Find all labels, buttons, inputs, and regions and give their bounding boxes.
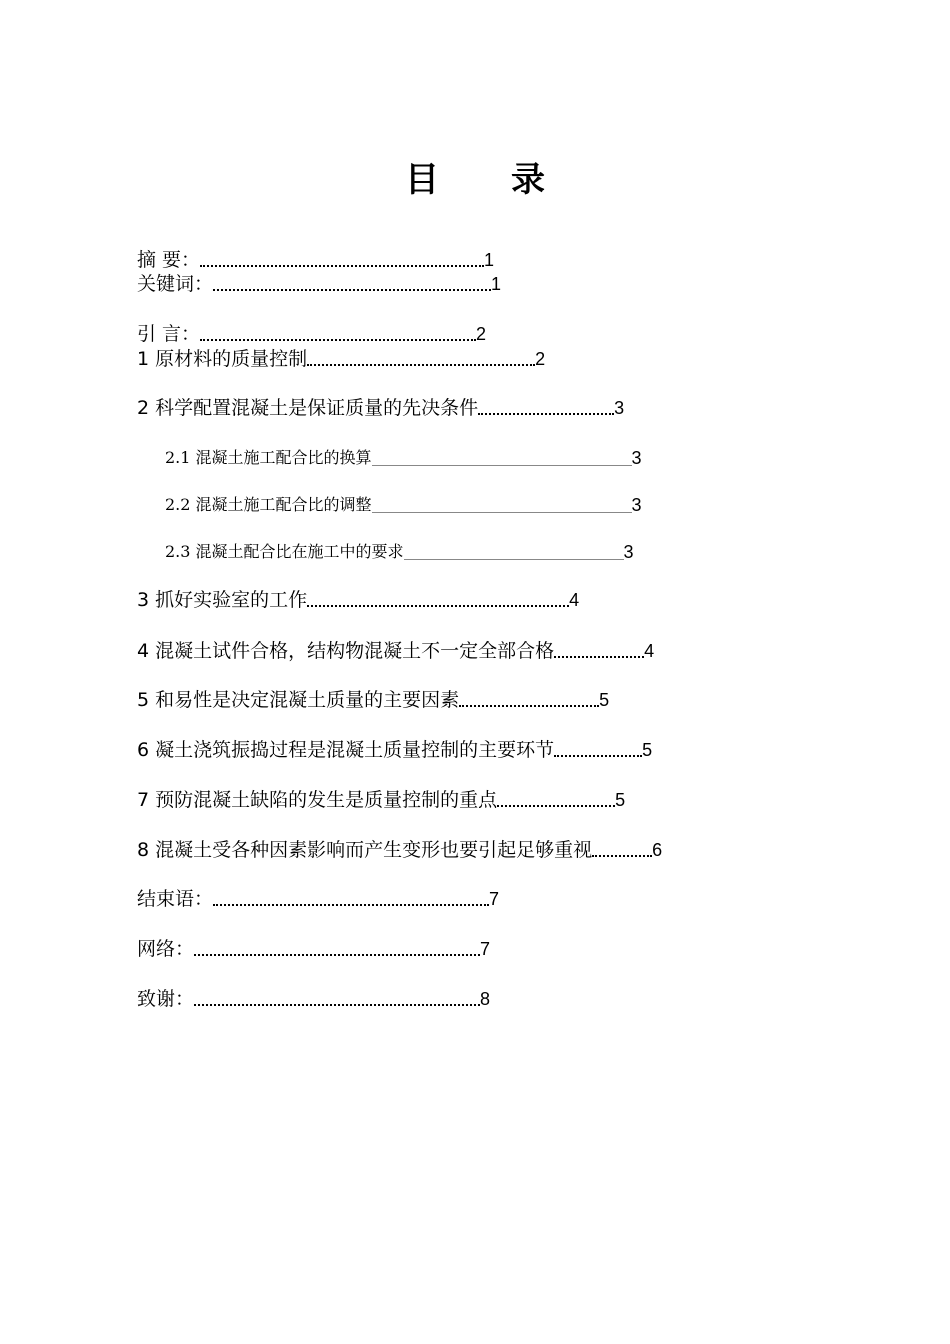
toc-page-number: 5	[642, 740, 653, 760]
toc-title-char-1: 目	[405, 160, 439, 200]
toc-leader	[200, 339, 476, 341]
toc-entry-label: 6 凝土浇筑振捣过程是混凝土质量控制的主要环节	[137, 739, 555, 761]
toc-page-number: 5	[599, 690, 610, 710]
toc-page-number: 6	[652, 840, 663, 860]
toc-leader	[194, 954, 480, 956]
toc-page-number: 5	[615, 790, 626, 810]
toc-entry-network[interactable]	[137, 937, 490, 961]
toc-entry-label: 2.3 混凝土配合比在施工中的要求	[165, 542, 404, 561]
toc-entry-8[interactable]	[137, 838, 662, 862]
toc-page-number: 4	[569, 590, 580, 610]
toc-entry-label: 2 科学配置混凝土是保证质量的先决条件	[137, 397, 479, 419]
toc-entry-label: 4 混凝土试件合格，结构物混凝土不一定全部合格	[137, 640, 555, 662]
toc-entry-intro[interactable]	[137, 322, 486, 346]
toc-entry-label: 关键词：	[137, 273, 214, 295]
toc-entry-label: 摘 要：	[137, 249, 201, 271]
toc-entry-label: 网络：	[137, 938, 195, 960]
toc-entry-abstract[interactable]	[137, 248, 494, 272]
toc-page-number: 3	[631, 448, 642, 468]
toc-leader	[554, 755, 642, 757]
toc-entry-5[interactable]	[137, 688, 609, 712]
toc-page-number: 8	[480, 989, 491, 1009]
toc-entry-3[interactable]	[137, 588, 579, 612]
toc-entry-thanks[interactable]	[137, 987, 490, 1011]
toc-entry-6[interactable]	[137, 738, 652, 762]
toc-page-number: 7	[480, 939, 491, 959]
toc-entry-keywords[interactable]	[137, 272, 501, 296]
toc-entry-label: 引 言：	[137, 323, 201, 345]
toc-entry-label: 1 原材料的质量控制	[137, 348, 308, 370]
toc-entry-label: 3 抓好实验室的工作	[137, 589, 308, 611]
toc-leader	[194, 1004, 480, 1006]
toc-page-number: 2	[535, 349, 546, 369]
toc-entry-2[interactable]	[137, 396, 624, 420]
toc-page-number: 2	[476, 324, 487, 344]
toc-entry-1[interactable]	[137, 347, 545, 371]
toc-title-char-2: 录	[511, 160, 545, 200]
toc-entry-2-3[interactable]	[165, 540, 634, 564]
toc-leader	[592, 855, 652, 857]
toc-leader	[459, 705, 599, 707]
toc-entry-label: 7 预防混凝土缺陷的发生是质量控制的重点	[137, 789, 498, 811]
toc-entry-2-2[interactable]	[165, 493, 642, 517]
toc-page-number: 1	[491, 274, 502, 294]
toc-entry-2-1[interactable]	[165, 446, 642, 470]
toc-entry-label: 5 和易性是决定混凝土质量的主要因素	[137, 689, 460, 711]
toc-title	[0, 152, 950, 201]
toc-leader	[404, 559, 624, 560]
toc-entry-conclusion[interactable]	[137, 887, 499, 911]
toc-leader	[497, 805, 615, 807]
toc-entry-7[interactable]	[137, 788, 625, 812]
toc-page-number: 7	[489, 889, 500, 909]
toc-leader	[372, 465, 632, 466]
toc-leader	[478, 413, 614, 415]
toc-leader	[554, 656, 644, 658]
toc-leader	[200, 265, 484, 267]
toc-page-number: 3	[614, 398, 625, 418]
toc-entry-label: 8 混凝土受各种因素影响而产生变形也要引起足够重视	[137, 839, 593, 861]
toc-page-number: 3	[623, 542, 634, 562]
toc-page-number: 4	[644, 641, 655, 661]
toc-leader	[307, 605, 569, 607]
toc-leader	[213, 904, 489, 906]
toc-entry-label: 2.2 混凝土施工配合比的调整	[165, 495, 372, 514]
toc-leader	[307, 364, 535, 366]
toc-entry-label: 结束语：	[137, 888, 214, 910]
toc-page-number: 3	[631, 495, 642, 515]
toc-entry-label: 致谢：	[137, 988, 195, 1010]
toc-entry-label: 2.1 混凝土施工配合比的换算	[165, 448, 372, 467]
toc-leader	[213, 289, 491, 291]
toc-leader	[372, 512, 632, 513]
toc-entry-4[interactable]	[137, 639, 654, 663]
toc-page-number: 1	[484, 250, 495, 270]
